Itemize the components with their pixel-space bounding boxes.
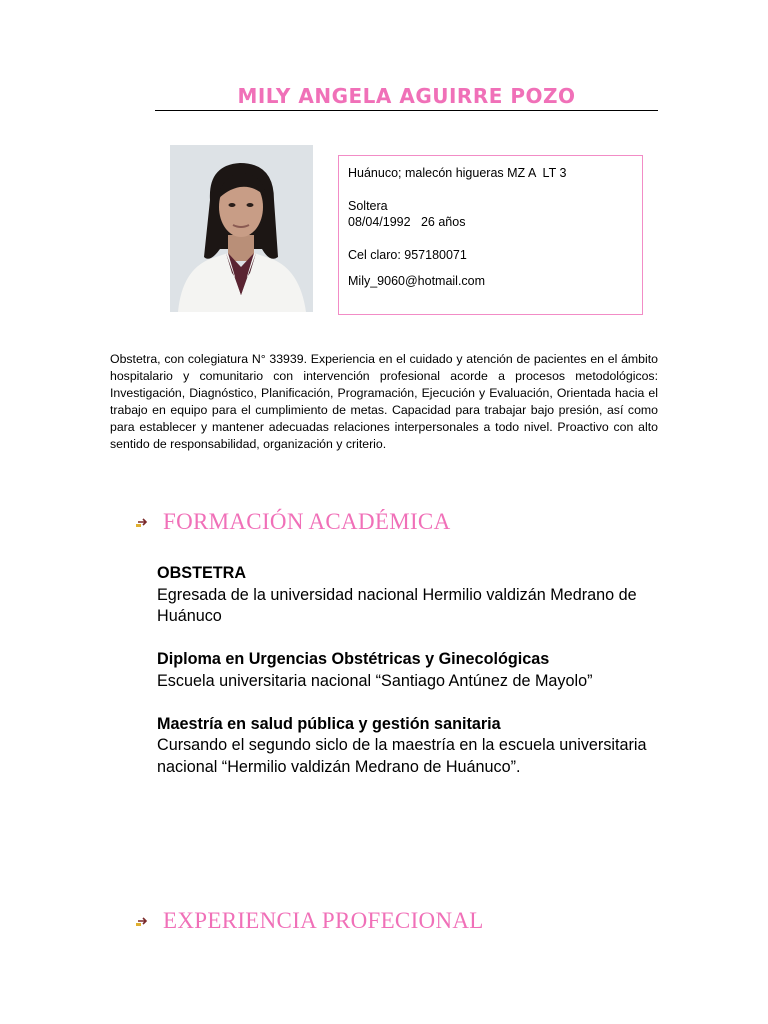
- address-text: Huánuco; malecón higueras MZ A LT 3: [348, 166, 567, 180]
- arrow-bullet-icon: [135, 515, 149, 529]
- birth-date-text: 08/04/1992 26 años: [348, 215, 466, 229]
- degree-title: Diploma en Urgencias Obstétricas y Ginecológicas: [157, 650, 550, 668]
- degree-detail: Egresada de la universidad nacional Hermilio valdizán Medrano de Huánuco: [157, 585, 637, 625]
- education-list: [157, 563, 677, 800]
- degree-title: Maestría en salud pública y gestión sanitaria: [157, 714, 501, 733]
- degree-detail: Cursando el segundo siclo de la maestría en la escuela universitaria nacional “Hermilio valdizán Medrano de Huánuco”.: [157, 736, 647, 776]
- arrow-bullet-icon: [135, 914, 149, 928]
- education-entry: [157, 714, 677, 779]
- contact-info-box: [338, 155, 643, 315]
- education-section-heading: [135, 509, 450, 535]
- page-title: MILY ANGELA AGUIRRE POZO: [237, 84, 576, 108]
- degree-title: OBSTETRA: [157, 564, 247, 582]
- education-entry: [157, 649, 677, 692]
- profile-photo: [170, 145, 313, 312]
- experience-section-heading: [135, 908, 484, 934]
- degree-detail: Escuela universitaria nacional “Santiago Antúnez de Mayolo”: [157, 671, 593, 690]
- phone-text: Cel claro: 957180071: [348, 248, 467, 262]
- experience-title: EXPERIENCIA PROFECIONAL: [163, 908, 484, 933]
- email-text: Mily_9060@hotmail.com: [348, 274, 486, 288]
- profile-summary: Obstetra, con colegiatura N° 33939. Experiencia en el cuidado y atención de pacientes en el ámbito hospitalario y comunitario con intervención profesional acorde a procesos metodológicos: Investigación, Diagnóstico, Planificación, Programación, Ejecución y Evaluación, Orientada hacia el trabajo en equipo para el cumplimiento de metas. Capacidad para trabajar bajo presión, así como para establecer y mantener adecuadas relaciones interpersonales a todo nivel. Proactivo con alto sentido de responsabilidad, organización y criterio.: [110, 352, 658, 451]
- education-entry: [157, 563, 677, 628]
- title-divider: [155, 110, 658, 111]
- person-portrait-icon: [170, 145, 313, 312]
- education-title: FORMACIÓN ACADÉMICA: [163, 509, 451, 534]
- civil-status-text: Soltera: [348, 199, 388, 213]
